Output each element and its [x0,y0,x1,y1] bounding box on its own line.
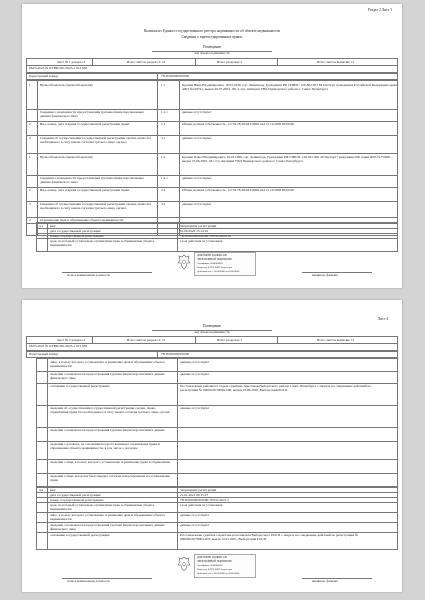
page-number: Раздел 2 Лист 3 [368,8,392,12]
electronic-signature-stamp: ДОКУМЕНТ ПОДПИСАН ЭЛЕКТРОННОЙ ПОДПИСЬЮ Сертификат: 0000000000 Владелец: ФГБУ ФКП Росреестра Действителен: с 00.00.0000 по 00.00.0000 [194,252,256,276]
encumbrance-number: 4.2 [39,488,44,492]
footer-position-caption: полное наименование должности [67,579,110,583]
footer-name-caption: инициалы, фамилия [312,273,338,277]
extract-date-number: 06.03.2023 № КУВИ-001/2023-1 013 956 [29,66,88,70]
encumbrance-table: 4.1 вид: Запрещение регистрации дата государственной регистрации: 01.09.2020 13:14:16 номер государственной регистрации: 78:36:0000000:0000-78/011/2020-10 срок, на который установлено ограничение прав и обременение объекта недвижимости: Срок действия не установлен [36,222,398,252]
section-sheet-count: Всего листов раздела 2: 10 [127,338,166,342]
table-row: сведения о лице, которому было выдано согласие или разрешение на установление права [50,474,170,483]
encumbrance-continuation [36,358,398,488]
cadastral-number: 78:36:0000000:0000 [161,74,190,78]
table-row: 3 Сведения об осуществлении государственной регистрации сделки, права без необходимого в силу закона согласия третьего лица, органа: 3.2 данные отсутствуют [27,201,397,218]
table-row: 1 Правообладатель (правообладатели): 1.1 Кремня Нина Владимировна, 19.03.1939, гор. Ленинград, Гражданин РФ СНИЛС 120-802-957 94 Паспорт гражданина Российской Федерации серия 4003 №218741, выдан 26.07.2003, 181-5 отд. милиции УВД Приморского района г. Санкт-Петербурга [27,81,397,110]
cadastral-label: Кадастровый номер: [29,352,59,356]
table-row: сведения о лице, в пользу которого установлены ограничение права и обременение [37,459,397,474]
section-count: Всего разделов: 5 [217,338,243,342]
table-row: сведения о возможности предоставления третьим лицам персональных данных [37,427,397,442]
extract-sheet-count: Всего листов выписки: 10 [317,338,355,342]
cadastral-number: 78:36:0000000:0000 [161,352,190,356]
table-row: 3 Сведения об осуществлении государственной регистрации сделки, права без необходимого в силу закона согласия третьего лица, органа: 3.1 данные отсутствуют [27,135,397,154]
extract-date-number: 06.03.2023 № КУВИ-001/2023-1 013 956 [29,344,88,348]
encumbrance-table: 4.2 вид: Запрещение регистрации дата государственной регистрации: 21.01.2021 09:15:27 номер государственной регистрации: 78:36:0000000:0000-78/011/2021-7 срок, на который установлено ограничение прав и обременение объекта недвижимости: Срок действия не установлен лицо, в пользу которого установлены ограничение прав и обременение объекта недвижимости: данные отсутствуют сведения о возможности предоставления третьим лицам персональных данных физического лица данные отсутствуют основание государственной регистрации: Постановление судебного пристава-исполнителя Выборгского РОСП о запрете на совершение действий по регистрации № 000000/20/78002-ИП, выдан 12.01.2021, Выборгский РОСП [36,486,398,550]
table-row: основание государственной регистрации: Постановление районного отдела судебных приставов Выборгского района Санкт-Петербурга о запрете на совершение действий по регистрации № 00000/20/78002-ИП, выдан 01.09.2020, Выборгский РОСП [37,383,397,406]
table-row: сведения о договоре, на основании которого возникает ограничение права и обременение объекта недвижимости, в том числе о договоре [37,441,397,460]
footer-position-caption: полное наименование должности [67,273,110,277]
coat-of-arms-icon [177,556,191,572]
table-row: 2 Вид, номер, дата и время государственной регистрации права: 2.2 Общая долевая собственность, 1/2 78-78-36/043/2008-244 15.10.2008 00:00:00 [27,187,397,202]
object-type-caption: вид объекта недвижимости [194,51,230,55]
page-number: Лист 4 [377,317,388,321]
table-row: сведения об осуществлении государственной регистрации сделки, права, ограничения права без необходимого в силу закона согласия третьего лица, органа: данные отсутствуют [37,405,397,428]
table-row: лицо, в пользу которого установлены ограничение прав и обременение объекта недвижимости: данные отсутствуют [37,359,397,372]
section-count: Всего разделов: 5 [217,60,243,64]
extract-sheet-count: Всего листов выписки: 10 [317,60,355,64]
extract-page-1 [22,4,402,288]
rights-table [26,80,398,236]
sheet-number: Лист № 1 раздела 2 [57,60,86,64]
table-row: 4 Ограничение прав и обременение объекта недвижимости: [27,217,397,224]
table-row: сведения о возможности предоставления третьим лицам персональных данных физического лица данные отсутствуют [37,371,397,384]
object-type: Помещение [152,325,272,331]
table-row: 1 Правообладатель (правообладатели): 1.2 Кремня Павел Владимирович, 19.03.1969, гор. Ленинград, Гражданин РФ СНИЛС 120-847-981 26 Паспорт гражданина РФ серия 4003 №759481, выдан 15.06.2005, 181 отд. милиции УВД Приморского района г. Санкт-Петербурга [27,153,397,176]
coat-of-arms-icon [177,254,191,270]
table-row: Сведения о возможности предоставления третьим лицам персональных данных физического лица 1.1.1 данные отсутствуют [27,109,397,122]
table-row: Сведения о возможности предоставления третьим лицам персональных данных физического лица 1.2.1 данные отсутствуют [27,175,397,188]
document-heading: Выписка из Единого государственного реестра недвижимости об объекте недвижимости [143,29,281,33]
extract-page-2 [22,300,402,592]
cadastral-row [26,72,398,80]
footer-name-caption: инициалы, фамилия [312,579,338,583]
object-type-caption: вид объекта недвижимости [194,330,230,334]
encumbrance-number: 4.1 [39,224,44,228]
section-sheet-count: Всего листов раздела 2: 10 [127,60,166,64]
cadastral-row [26,350,398,358]
electronic-signature-stamp: ДОКУМЕНТ ПОДПИСАН ЭЛЕКТРОННОЙ ПОДПИСЬЮ Сертификат: 0000000000 Владелец: ФГБУ ФКП Росреестра Действителен: с 00.00.0000 по 00.00.0000 [194,554,256,578]
table-row: 2 Вид, номер, дата и время государственной регистрации права: 2.1 Общая долевая собственность, 1/2 78-78-36/043/2008-244 15.10.2008 00:00:00 [27,121,397,136]
sheet-number: Лист № 2 раздела 2 [57,338,86,342]
object-type: Помещение [152,46,272,52]
cadastral-label: Кадастровый номер: [29,74,59,78]
document-subheading: Сведения о зарегистрированных правах [181,35,243,39]
